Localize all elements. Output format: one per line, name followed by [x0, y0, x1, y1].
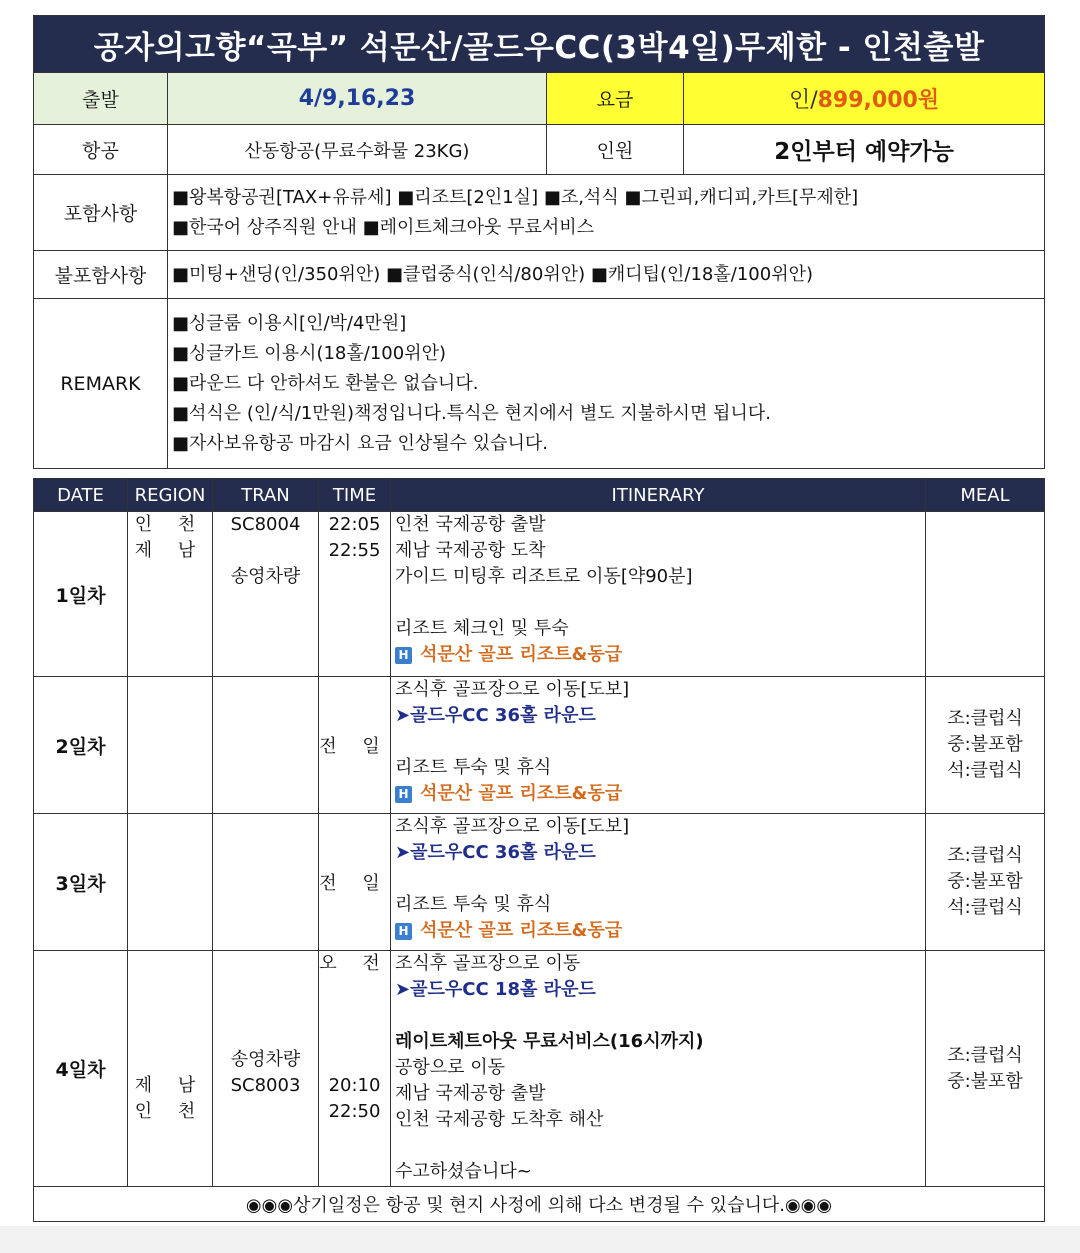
- included-list: [168, 175, 1045, 251]
- hotel-icon: H: [395, 786, 412, 803]
- hotel-name: 석문산 골프 리조트&동급: [420, 644, 623, 665]
- region-line: 인 천: [134, 514, 206, 535]
- itinerary-line: 조식후 골프장으로 이동[도보]: [395, 816, 630, 837]
- excluded-label: 불포함사항: [34, 251, 168, 299]
- airline-label: 항공: [34, 125, 168, 175]
- tran-spacer: [213, 538, 318, 564]
- price-label: 요금: [547, 73, 684, 125]
- meal-line: 중:불포함: [947, 1070, 1023, 1092]
- meal-line: 석:클럽식: [947, 897, 1023, 918]
- meal-line: 조:클럽식: [947, 845, 1023, 866]
- col-header-meal: MEAL: [926, 479, 1045, 512]
- transfer-label: 송영차량: [230, 566, 301, 587]
- day-row: [34, 512, 1045, 677]
- info-table: [33, 15, 1045, 469]
- golf-round-line: ➤골드우CC 36홀 라운드: [395, 705, 596, 726]
- tran-cell: [213, 512, 319, 677]
- itinerary-spacer: [395, 1133, 921, 1159]
- itinerary-line: 인천 국제공항 출발: [395, 514, 546, 535]
- late-checkout-line: 레이트체트아웃 무료서비스(16시까지): [395, 1031, 704, 1052]
- flight-number: SC8003: [230, 1075, 301, 1096]
- remark-line: ■석식은 (인/식/1만원)책정입니다.특식은 현지에서 별도 지불하시면 됩니다.: [172, 402, 771, 424]
- time-spacer: [319, 977, 390, 1073]
- itinerary-line: 가이드 미팅후 리조트로 이동[약90분]: [395, 566, 693, 587]
- remark-line: ■싱글룸 이용시[인/박/4만원]: [172, 312, 407, 334]
- itinerary-line: 인천 국제공항 도착후 해산: [395, 1109, 604, 1130]
- day-row: [34, 951, 1045, 1187]
- tran-cell: [213, 951, 319, 1187]
- depart-label: 출발: [34, 73, 168, 125]
- col-header-date: DATE: [34, 479, 128, 512]
- itinerary-line: 수고하셨습니다~: [395, 1161, 532, 1182]
- airline-value: 산동항공(무료수화물 23KG): [168, 125, 547, 175]
- time-morning: 오 전: [319, 953, 390, 974]
- region-cell: [128, 814, 213, 951]
- itinerary-line: 리조트 투숙 및 휴식: [395, 757, 552, 778]
- itinerary-line: 제남 국제공항 도착: [395, 540, 546, 561]
- day-row: [34, 677, 1045, 814]
- footer-note: ◉◉◉상기일정은 항공 및 현지 사정에 의해 다소 변경될 수 있습니다.◉◉◉: [34, 1187, 1045, 1222]
- itinerary-cell: [391, 677, 926, 814]
- col-header-itinerary: ITINERARY: [391, 479, 926, 512]
- hotel-name: 석문산 골프 리조트&동급: [420, 920, 623, 941]
- meal-cell: [926, 677, 1045, 814]
- time-cell: [319, 814, 391, 951]
- itinerary-line: 제남 국제공항 출발: [395, 1083, 546, 1104]
- golf-round-line: ➤골드우CC 36홀 라운드: [395, 842, 596, 863]
- meal-line: 중:불포함: [947, 871, 1023, 892]
- itinerary-line: 리조트 투숙 및 휴식: [395, 894, 552, 915]
- col-header-region: REGION: [128, 479, 213, 512]
- region-line: 제 남: [134, 540, 206, 561]
- itinerary-table: [33, 478, 1045, 1222]
- remark-line: ■자사보유항공 마감시 요금 인상될수 있습니다.: [172, 432, 548, 454]
- region-cell: [128, 677, 213, 814]
- time-line: 22:55: [328, 540, 381, 561]
- day-row: [34, 814, 1045, 951]
- meal-line: 조:클럽식: [947, 708, 1023, 729]
- bottom-margin: [0, 1226, 1080, 1253]
- price-cell: [684, 73, 1045, 125]
- time-allday: 전 일: [319, 873, 390, 894]
- meal-cell: [926, 951, 1045, 1187]
- itinerary-cell: [391, 814, 926, 951]
- price-value: 899,000원: [817, 88, 940, 113]
- time-line: 22:05: [328, 514, 381, 535]
- hotel-line: [395, 781, 921, 807]
- itinerary-spacer: [395, 729, 921, 755]
- excluded-value: ■미팅+샌딩(인/350위안) ■클럽중식(인식/80위안) ■캐디팁(인/18홀/100위안): [168, 251, 1045, 299]
- hotel-line: [395, 918, 921, 944]
- time-cell: [319, 677, 391, 814]
- itinerary-line: 조식후 골프장으로 이동[도보]: [395, 679, 630, 700]
- itinerary-line: 조식후 골프장으로 이동: [395, 953, 581, 974]
- region-line: 제 남: [134, 1075, 206, 1096]
- itinerary-line: 리조트 체크인 및 투숙: [395, 618, 569, 639]
- time-cell: [319, 951, 391, 1187]
- page-title: 공자의고향“곡부” 석문산/골드우CC(3박4일)무제한 - 인천출발: [34, 16, 1045, 73]
- time-line: 20:10: [328, 1075, 381, 1096]
- itinerary-cell: [391, 512, 926, 677]
- included-line: ■왕복항공권[TAX+유류세] ■리조트[2인1실] ■조,석식 ■그린피,캐디피,카트[무제한]: [172, 186, 859, 208]
- tran-cell: [213, 814, 319, 951]
- itinerary-spacer: [395, 866, 921, 892]
- transfer-label: 송영차량: [230, 1049, 301, 1070]
- included-label: 포함사항: [34, 175, 168, 251]
- day-label: 1일차: [34, 512, 128, 677]
- time-cell: [319, 512, 391, 677]
- tran-cell: [213, 677, 319, 814]
- time-allday: 전 일: [319, 736, 390, 757]
- itinerary-spacer: [395, 590, 921, 616]
- remark-label: REMARK: [34, 299, 168, 469]
- remark-line: ■라운드 다 안하셔도 환불은 없습니다.: [172, 372, 479, 394]
- meal-line: 석:클럽식: [947, 760, 1023, 781]
- region-cell: [128, 512, 213, 677]
- flight-number: SC8004: [230, 514, 301, 535]
- meal-cell: [926, 512, 1045, 677]
- day-label: 4일차: [34, 951, 128, 1187]
- itinerary-spacer: [395, 1003, 921, 1029]
- region-cell: [128, 951, 213, 1187]
- people-label: 인원: [547, 125, 684, 175]
- day-label: 2일차: [34, 677, 128, 814]
- remark-line: ■싱글카트 이용시(18홀/100위안): [172, 342, 446, 364]
- meal-line: 조:클럽식: [947, 1044, 1023, 1066]
- hotel-name: 석문산 골프 리조트&동급: [420, 783, 623, 804]
- price-prefix: 인/: [788, 88, 818, 113]
- hotel-line: [395, 642, 921, 668]
- col-header-time: TIME: [319, 479, 391, 512]
- itinerary-line: 공항으로 이동: [395, 1057, 506, 1078]
- time-line: 22:50: [328, 1101, 381, 1122]
- region-spacer: [128, 951, 212, 1073]
- depart-dates: 4/9,16,23: [168, 73, 547, 125]
- people-value: 2인부터 예약가능: [684, 125, 1045, 175]
- meal-line: 중:불포함: [947, 734, 1023, 755]
- included-line: ■한국어 상주직원 안내 ■레이트체크아웃 무료서비스: [172, 216, 595, 238]
- hotel-icon: H: [395, 923, 412, 940]
- day-label: 3일차: [34, 814, 128, 951]
- remark-list: [168, 299, 1045, 469]
- golf-round-line: ➤골드우CC 18홀 라운드: [395, 979, 596, 1000]
- hotel-icon: H: [395, 647, 412, 664]
- col-header-tran: TRAN: [213, 479, 319, 512]
- meal-cell: [926, 814, 1045, 951]
- itinerary-cell: [391, 951, 926, 1187]
- tran-spacer: [213, 951, 318, 1047]
- region-line: 인 천: [134, 1101, 206, 1122]
